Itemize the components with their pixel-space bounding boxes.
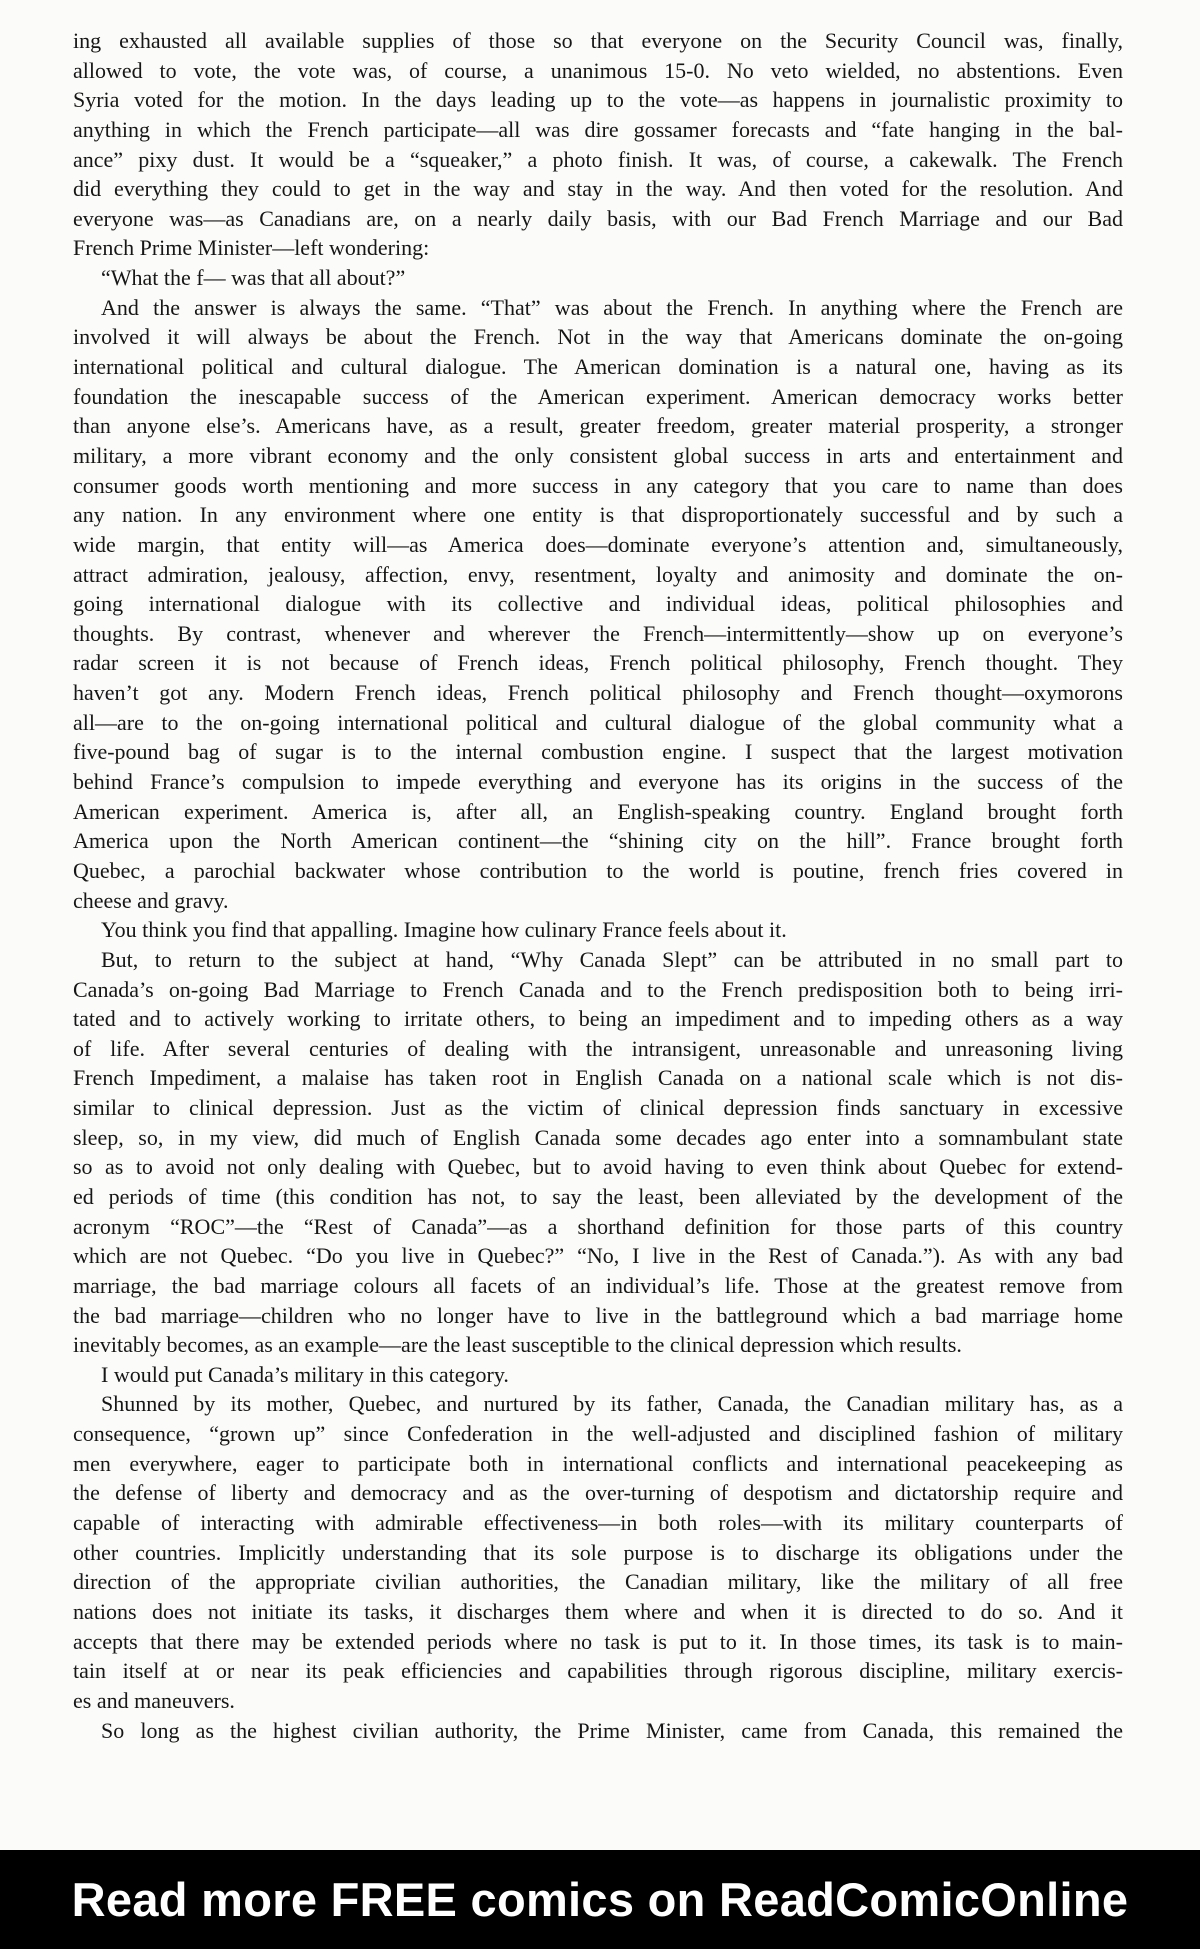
text-line: radar screen it is not because of French ideas, French political philosophy, French thought. They <box>73 650 1123 676</box>
text-line: everyone was—as Canadians are, on a nearly daily basis, with our Bad French Marriage and our Bad <box>73 205 1123 231</box>
text-line: tain itself at or near its peak efficiencies and capabilities through rigorous discipline, military exercis- <box>73 1658 1123 1684</box>
text-line: haven’t got any. Modern French ideas, French political philosophy and French thought—oxymorons <box>73 680 1123 706</box>
text-line: marriage, the bad marriage colours all facets of an individual’s life. Those at the greatest remove from <box>73 1272 1123 1298</box>
text-line: thoughts. By contrast, whenever and wherever the French—intermittently—show up on everyone’s <box>73 620 1123 646</box>
text-line: So long as the highest civilian authority, the Prime Minister, came from Canada, this remained the <box>101 1717 1123 1743</box>
text-line: Syria voted for the motion. In the days leading up to the vote—as happens in journalistic proximity to <box>73 87 1123 113</box>
text-line: I would put Canada’s military in this category. <box>101 1361 509 1387</box>
text-line: ance” pixy dust. It would be a “squeaker,” a photo finish. It was, of course, a cakewalk. The French <box>73 146 1123 172</box>
text-line: other countries. Implicitly understanding that its sole purpose is to discharge its obligations under the <box>73 1539 1123 1565</box>
text-line: going international dialogue with its collective and individual ideas, political philosophies and <box>73 591 1123 617</box>
text-line: men everywhere, eager to participate both in international conflicts and international peacekeeping as <box>73 1450 1123 1476</box>
text-line: acronym “ROC”—the “Rest of Canada”—as a shorthand definition for those parts of this country <box>73 1213 1123 1239</box>
text-line: all—are to the on-going international political and cultural dialogue of the global community what a <box>73 709 1123 735</box>
text-line: any nation. In any environment where one entity is that disproportionately successful and by such a <box>73 502 1123 528</box>
text-line: allowed to vote, the vote was, of course, a unanimous 15-0. No veto wielded, no abstentions. Even <box>73 57 1123 83</box>
promo-banner-text: Read more FREE comics on ReadComicOnline <box>71 1873 1129 1926</box>
text-line: similar to clinical depression. Just as the victim of clinical depression finds sanctuary in excessive <box>73 1095 1123 1121</box>
text-line: Shunned by its mother, Quebec, and nurtured by its father, Canada, the Canadian military has, as a <box>101 1391 1123 1417</box>
text-line: the bad marriage—children who no longer have to live in the battleground which a bad marriage home <box>73 1302 1123 1328</box>
text-line: the defense of liberty and democracy and as the over-turning of despotism and dictatorship require and <box>73 1480 1123 1506</box>
text-line: than anyone else’s. Americans have, as a result, greater freedom, greater material prosperity, a stronger <box>73 413 1123 439</box>
text-line: ed periods of time (this condition has not, to say the least, been alleviated by the development of the <box>73 1183 1123 1209</box>
text-line: anything in which the French participate—all was dire gossamer forecasts and “fate hanging in the bal- <box>73 116 1123 142</box>
text-line: sleep, so, in my view, did much of English Canada some decades ago enter into a somnambulant state <box>73 1124 1123 1150</box>
text-line: nations does not initiate its tasks, it discharges them where and when it is directed to do so. And it <box>73 1598 1123 1624</box>
text-line: international political and cultural dialogue. The American domination is a natural one, having as its <box>73 354 1123 380</box>
text-line: French Impediment, a malaise has taken root in English Canada on a national scale which is not dis- <box>73 1065 1123 1091</box>
text-line: tated and to actively working to irritate others, to being an impediment and to impeding others as a way <box>73 1006 1123 1032</box>
text-line: inevitably becomes, as an example—are the least susceptible to the clinical depression which results. <box>73 1332 962 1358</box>
text-line: capable of interacting with admirable effectiveness—in both roles—with its military counterparts of <box>73 1510 1123 1536</box>
text-line: so as to avoid not only dealing with Quebec, but to avoid having to even think about Quebec for extend- <box>73 1154 1123 1180</box>
text-line: French Prime Minister—left wondering: <box>73 235 430 261</box>
text-line: direction of the appropriate civilian authorities, the Canadian military, like the military of all free <box>73 1569 1123 1595</box>
text-line: ing exhausted all available supplies of those so that everyone on the Security Council was, finally, <box>73 28 1123 53</box>
text-line: es and maneuvers. <box>73 1687 235 1713</box>
text-line: American experiment. America is, after all, an English-speaking country. England brought forth <box>73 798 1123 824</box>
text-line: involved it will always be about the French. Not in the way that Americans dominate the on-going <box>73 324 1123 350</box>
text-line: You think you find that appalling. Imagine how culinary France feels about it. <box>101 917 787 943</box>
text-line: military, a more vibrant economy and the only consistent global success in arts and entertainment and <box>73 442 1123 468</box>
text-line: five-pound bag of sugar is to the internal combustion engine. I suspect that the largest motivation <box>73 739 1123 765</box>
text-line: Canada’s on-going Bad Marriage to French Canada and to the French predisposition both to being irri- <box>73 976 1123 1002</box>
text-line: of life. After several centuries of dealing with the intransigent, unreasonable and unreasoning living <box>73 1035 1123 1061</box>
text-line: wide margin, that entity will—as America does—dominate everyone’s attention and, simultaneously, <box>73 531 1123 557</box>
text-line: did everything they could to get in the way and stay in the way. And then voted for the resolution. And <box>73 176 1123 202</box>
text-line: America upon the North American continent—the “shining city on the hill”. France brought forth <box>73 828 1123 854</box>
text-line: consequence, “grown up” since Confederation in the well-adjusted and disciplined fashion of military <box>73 1421 1123 1447</box>
text-line: behind France’s compulsion to impede everything and everyone has its origins in the success of the <box>73 769 1123 795</box>
text-line: Quebec, a parochial backwater whose contribution to the world is poutine, french fries covered in <box>73 857 1123 883</box>
text-line: cheese and gravy. <box>73 887 229 913</box>
text-line: attract admiration, jealousy, affection, envy, resentment, loyalty and animosity and dominate the on- <box>73 561 1123 587</box>
text-line: consumer goods worth mentioning and more success in any category that you care to name than does <box>73 472 1123 498</box>
text-line: accepts that there may be extended periods where no task is put to it. In those times, its task is to main- <box>73 1628 1123 1654</box>
promo-banner[interactable] <box>0 1850 1200 1949</box>
text-line: foundation the inescapable success of the American experiment. American democracy works better <box>73 383 1123 409</box>
text-line: And the answer is always the same. “That” was about the French. In anything where the French are <box>101 294 1123 320</box>
text-line: which are not Quebec. “Do you live in Quebec?” “No, I live in the Rest of Canada.”). As with any bad <box>73 1243 1123 1269</box>
text-line: “What the f— was that all about?” <box>101 265 406 291</box>
body-text <box>73 26 1123 1745</box>
text-line: But, to return to the subject at hand, “Why Canada Slept” can be attributed in no small part to <box>101 946 1123 972</box>
